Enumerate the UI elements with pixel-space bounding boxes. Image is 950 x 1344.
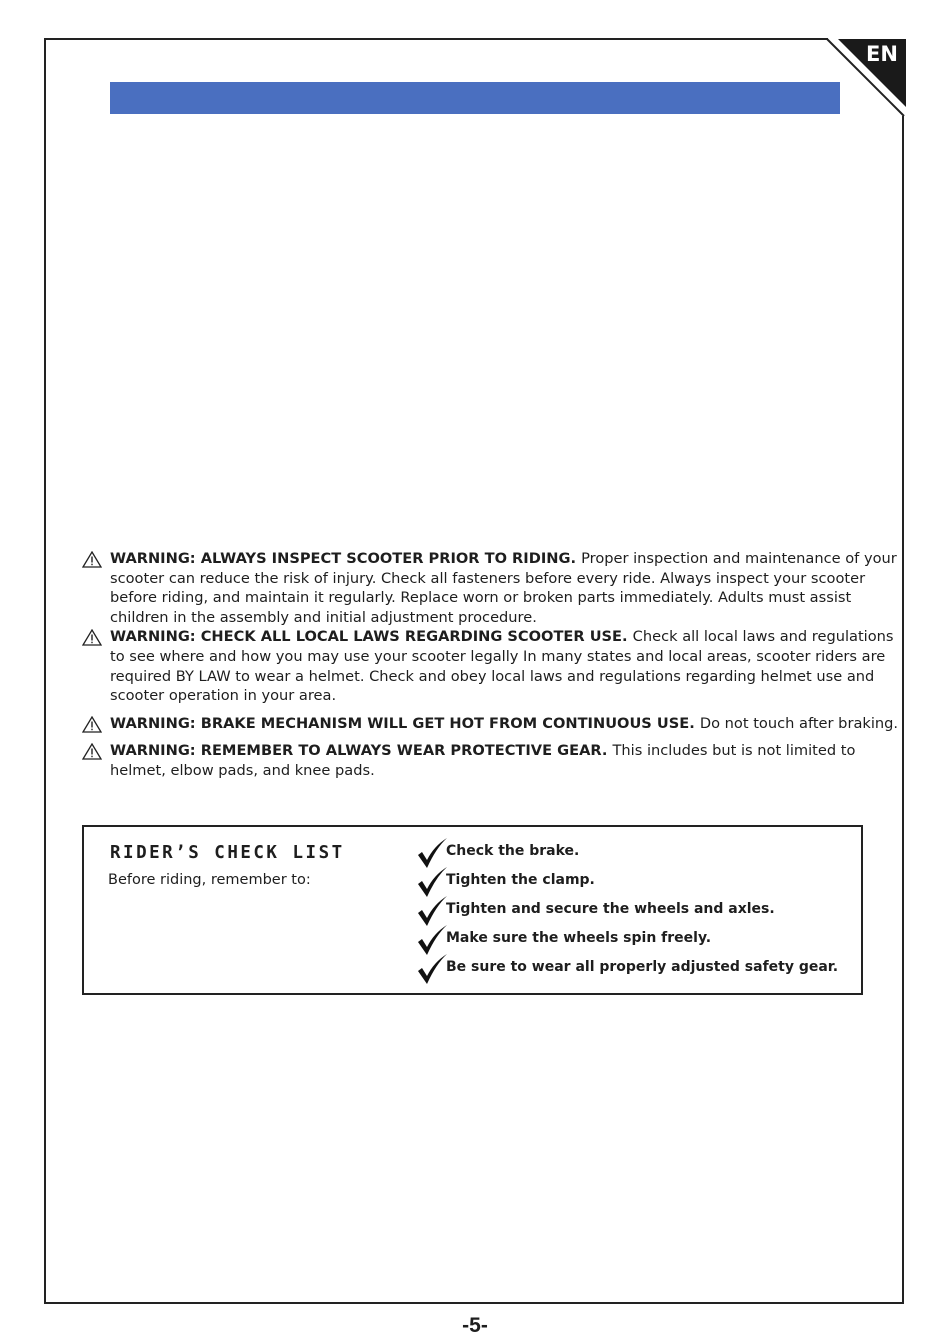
warning-local-laws (82, 627, 902, 705)
warnings-section (82, 549, 902, 781)
frame-top-border (44, 38, 828, 40)
warning-inspect (82, 549, 902, 627)
checklist-item-label: Tighten and secure the wheels and axles. (446, 901, 775, 917)
warning-title: WARNING: REMEMBER TO ALWAYS WEAR PROTECTIVE GEAR. (110, 742, 613, 760)
language-badge: EN (866, 42, 898, 66)
checklist-title: RIDER’S CHECK LIST (110, 843, 345, 863)
warning-title: WARNING: ALWAYS INSPECT SCOOTER PRIOR TO RIDING. (110, 550, 582, 567)
warning-triangle-icon (82, 551, 102, 568)
warning-triangle-icon (82, 743, 102, 760)
frame-right-border (902, 116, 904, 1304)
checkmark-icon (416, 895, 448, 927)
warning-protective-gear (82, 741, 902, 780)
warning-brake-hot (82, 714, 902, 734)
checklist-item-label: Tighten the clamp. (446, 872, 595, 888)
warning-title: WARNING: BRAKE MECHANISM WILL GET HOT FROM CONTINUOUS USE. (110, 714, 700, 732)
warning-body: Do not touch after braking. (699, 714, 899, 732)
warning-triangle-icon (82, 716, 102, 733)
checklist-item (416, 953, 838, 982)
section-header-bar (110, 82, 840, 114)
checklist-item-label: Be sure to wear all properly adjusted safety gear. (446, 959, 839, 975)
checklist-subtitle: Before riding, remember to: (108, 872, 311, 888)
warning-body: This includes but is not limited to helmet, elbow pads, and knee pads. (110, 742, 856, 779)
warning-triangle-icon (82, 629, 102, 646)
checkmark-icon (416, 837, 448, 869)
page-number: -5- (462, 1314, 488, 1337)
warning-body: Proper inspection and maintenance of your scooter can reduce the risk of injury. Check all fasteners before every ride. Always inspect your scooter before riding, and maintain it regularly. Replace worn or broken parts immediately. Adults must assist children in the assembly and initial adjustment procedure. (110, 550, 897, 626)
riders-checklist-box (82, 825, 863, 995)
checkmark-icon (416, 953, 448, 985)
checklist-item (416, 866, 838, 895)
checklist-item-label: Make sure the wheels spin freely. (446, 930, 712, 946)
checklist-item-label: Check the brake. (446, 843, 580, 859)
checklist-items (416, 837, 838, 982)
warning-body: Check all local laws and regulations to see where and how you may use your scooter legally In many states and local areas, scooter riders are required BY LAW to wear a helmet. Check and obey local laws and regulations regarding helmet use and scooter operation in your area. (110, 628, 894, 705)
warning-title: WARNING: CHECK ALL LOCAL LAWS REGARDING SCOOTER USE. (110, 628, 633, 646)
checklist-item (416, 924, 838, 953)
checkmark-icon (416, 924, 448, 956)
checklist-item (416, 895, 838, 924)
checkmark-icon (416, 866, 448, 898)
checklist-item (416, 837, 838, 866)
